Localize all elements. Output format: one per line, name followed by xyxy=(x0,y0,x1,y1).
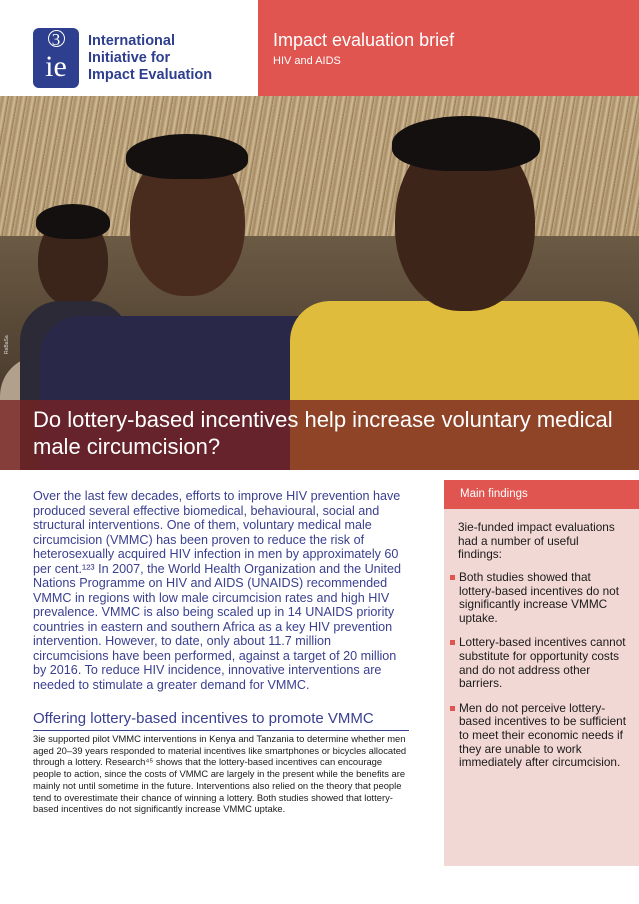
finding-item xyxy=(450,636,630,690)
findings-list xyxy=(450,571,630,781)
org-logo xyxy=(33,28,212,88)
bullet-icon xyxy=(450,640,455,645)
3ie-logo-mark xyxy=(33,28,79,88)
logo-mark-top: 3 xyxy=(51,30,61,49)
brief-topic: HIV and AIDS xyxy=(273,55,341,67)
bullet-icon xyxy=(450,706,455,711)
main-findings-heading: Main findings xyxy=(444,480,639,509)
finding-text: Men do not perceive lottery-based incentives to be sufficient to meet their economic needs if they are unable to work immediately after circumcision. xyxy=(459,700,627,770)
intro-paragraph: Over the last few decades, efforts to improve HIV prevention have produced several effective biomedical, behavioural, social and structural interventions. One of them, voluntary medical male circumcision (VMMC) has been proven to reduce the risk of heterosexually acquired HIV infection in men by approximately 60 per cent.¹²³ In 2007, the World Health Organization and the United Nations Programme on HIV and AIDS (UNAIDS) recommended VMMC in regions with low male circumcision rates and high HIV prevalence. VMMC is also being scaled up in 14 UNAIDS priority countries in eastern and southern Africa as a key HIV prevention intervention. However, to date, only about 11.7 million circumcisions have been performed, against a target of 20 million by 2016. To reduce HIV incidence, innovative interventions are needed to stimulate a greater demand for VMMC. xyxy=(33,489,401,692)
brief-banner xyxy=(258,0,639,96)
bullet-icon xyxy=(450,575,455,580)
logo-mark-bottom: ie xyxy=(45,50,67,83)
org-name-line: Initiative for xyxy=(88,49,171,66)
org-name xyxy=(88,33,212,84)
main-findings-box xyxy=(444,480,639,866)
main-findings-lead: 3ie-funded impact evaluations had a number of useful findings: xyxy=(458,520,615,562)
brief-headline: Do lottery-based incentives help increase voluntary medical male circumcision? xyxy=(33,407,613,459)
title-band xyxy=(0,400,639,470)
section-body xyxy=(33,733,409,815)
section-heading: Offering lottery-based incentives to promote VMMC xyxy=(33,710,409,731)
finding-text: Both studies showed that lottery-based incentives do not significantly increase VMMC uptake. xyxy=(459,570,620,625)
org-name-line: Impact Evaluation xyxy=(88,66,213,83)
finding-text: Lottery-based incentives cannot substitute for opportunity costs and do not address other barriers. xyxy=(459,635,626,691)
intro-text xyxy=(33,489,409,692)
brief-title: Impact evaluation brief xyxy=(273,30,455,50)
org-name-line: International xyxy=(88,32,176,49)
finding-item xyxy=(450,571,630,625)
photo-credit: ReBaSa xyxy=(4,335,10,354)
finding-item xyxy=(450,702,630,770)
section-paragraph: 3ie supported pilot VMMC interventions in Kenya and Tanzania to determine whether men aged 20–39 years responded to material incentives like smartphones or bicycles allocated through a lottery. Research⁴⁵ shows that the lottery-based incentives can encourage people to action, since the costs of VMMC are largely in the present while the benefits are mainly not until sometime in the future. Interventions also relied on the theory that people tend to overestimate their chance of winning a lottery. Both studies showed that lottery-based incentives do not significantly increase VMMC uptake. xyxy=(33,733,407,815)
